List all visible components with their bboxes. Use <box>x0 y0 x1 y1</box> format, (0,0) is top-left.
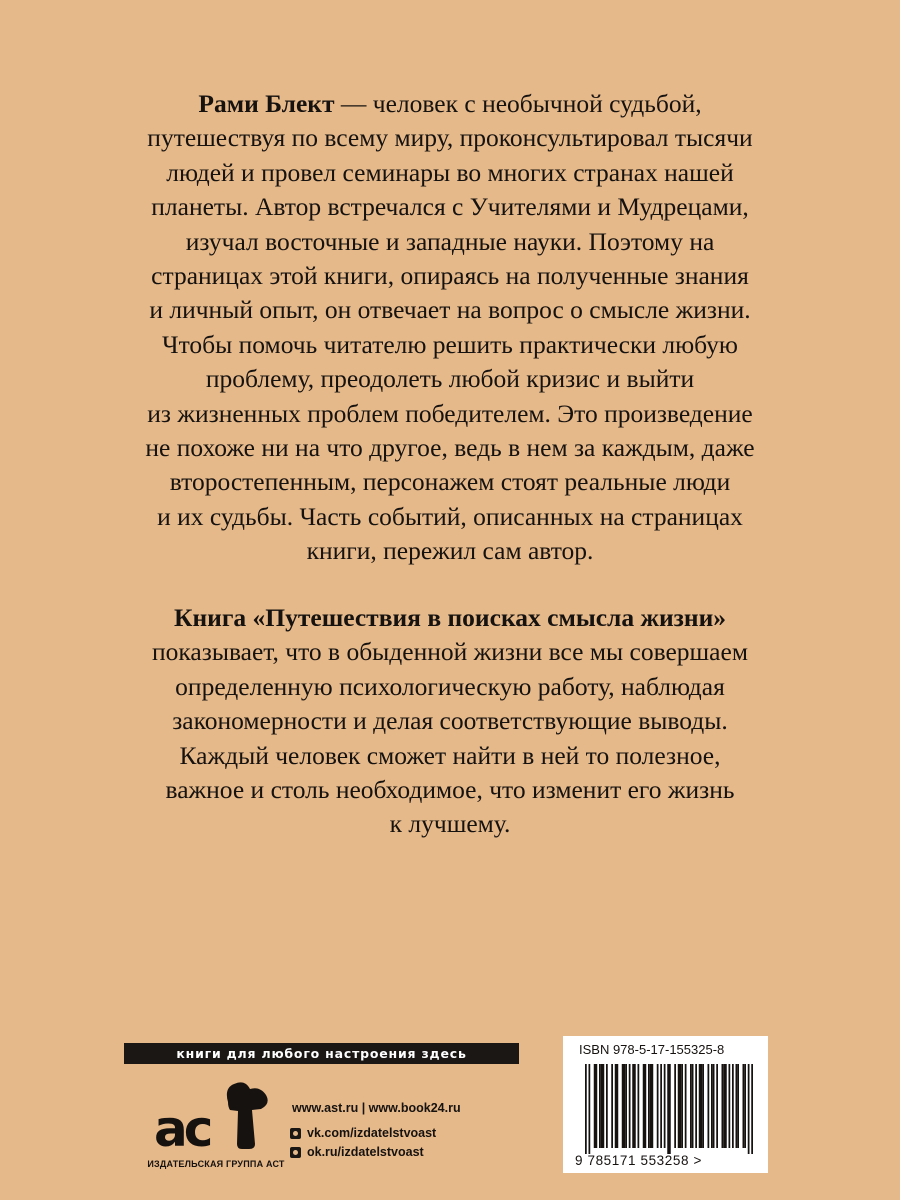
paragraph-1-line: и их судьбы. Часть событий, описанных на страницах <box>157 501 743 531</box>
logo-lettering: ac <box>154 1100 210 1151</box>
paragraph-1-line: путешествуя по всему миру, проконсультировал тысячи <box>147 123 753 153</box>
barcode-bar <box>617 1064 619 1148</box>
paragraph-1-line: второстепенным, персонажем стоят реальные люди <box>169 467 731 497</box>
logo-figure <box>227 1082 268 1149</box>
paragraph-2-line: показывает, что в обыденной жизни все мы совершаем <box>152 637 748 667</box>
paragraph-2-line: к лучшему. <box>389 809 511 839</box>
barcode-bar <box>606 1064 608 1148</box>
barcode-digits: 9 785171 553258 > <box>575 1153 702 1168</box>
isbn-number: ISBN 978-5-17-155325-8 <box>579 1042 725 1057</box>
barcode-bar <box>667 1064 669 1154</box>
barcode-bar <box>722 1064 724 1148</box>
paragraph-2-line: Каждый человек сможет найти в ней то полезное, <box>179 740 721 770</box>
barcode-bar <box>589 1064 591 1154</box>
barcode-bar <box>695 1064 697 1148</box>
paragraph-1-line: и личный опыт, он отвечает на вопрос о смысле жизни. <box>149 295 751 325</box>
barcode-bar <box>743 1064 745 1148</box>
barcode-bar <box>650 1064 652 1148</box>
barcode-bar <box>699 1064 701 1148</box>
ok-link[interactable] <box>290 1145 424 1159</box>
annotation-paragraph-1 <box>95 87 805 569</box>
barcode-bar <box>711 1064 713 1148</box>
vk-icon <box>290 1128 301 1139</box>
author-name: Рами Блект <box>198 89 335 118</box>
paragraph-1-line: Чтобы помочь читателю решить практически любую <box>162 329 738 359</box>
paragraph-2-line: определенную психологическую работу, наблюдая <box>175 671 725 701</box>
barcode-bar <box>751 1064 753 1154</box>
barcode-bar <box>645 1064 647 1148</box>
barcode-bar <box>723 1064 725 1148</box>
barcode-bar <box>629 1064 631 1148</box>
barcode-bar <box>585 1064 587 1154</box>
publisher-name: ИЗДАТЕЛЬСКАЯ ГРУППА АСТ <box>147 1159 285 1169</box>
ast-logo <box>148 1076 278 1151</box>
isbn-barcode-block <box>563 1036 768 1173</box>
vk-link[interactable] <box>290 1126 436 1140</box>
paragraph-1-line: людей и провел семинары во многих странах нашей <box>166 157 734 187</box>
barcode-bar <box>632 1064 634 1148</box>
barcode-bar <box>725 1064 727 1148</box>
paragraph-1-line: проблему, преодолеть любой кризис и выйти <box>205 364 695 394</box>
barcode-bar <box>625 1064 627 1148</box>
vk-link-text[interactable]: vk.com/izdatelstvoast <box>307 1126 437 1140</box>
barcode-bar <box>648 1064 650 1148</box>
barcode-bar <box>729 1064 731 1148</box>
barcode-bar <box>596 1064 598 1148</box>
barcode-bar <box>701 1064 703 1148</box>
barcode-bar <box>690 1064 692 1148</box>
barcode-bar <box>603 1064 605 1148</box>
annotation-paragraph-2 <box>95 601 805 842</box>
ok-icon <box>290 1147 301 1158</box>
paragraph-1-line: планеты. Автор встречался с Учителями и Мудрецами, <box>151 192 749 222</box>
barcode-bar <box>624 1064 626 1148</box>
barcode-bar <box>737 1064 739 1148</box>
barcode-bar <box>748 1064 750 1154</box>
barcode-bar <box>674 1064 676 1148</box>
barcode-bar <box>638 1064 640 1148</box>
website-links[interactable]: www.ast.ru | www.book24.ru <box>292 1101 461 1115</box>
barcode-bar <box>622 1064 624 1148</box>
barcode-bar <box>599 1064 601 1148</box>
barcode-bar <box>744 1064 746 1148</box>
barcode-bar <box>611 1064 613 1148</box>
barcode-bar <box>680 1064 682 1148</box>
barcode-bar <box>708 1064 710 1148</box>
barcode-bar <box>692 1064 694 1148</box>
barcode-bar <box>685 1064 687 1148</box>
ok-link-text[interactable]: ok.ru/izdatelstvoast <box>307 1145 424 1159</box>
paragraph-1-line: страницах этой книги, опираясь на полученные знания <box>151 261 749 291</box>
book-title-line: Книга «Путешествия в поисках смысла жизни» <box>173 603 727 632</box>
paragraph-1-line: не похоже ни на что другое, ведь в нем за каждым, даже <box>145 433 755 463</box>
barcode-bar <box>601 1064 603 1148</box>
barcode-bar <box>669 1064 671 1154</box>
barcode-bar <box>716 1064 718 1148</box>
barcode-bar <box>702 1064 704 1148</box>
barcode-bar <box>652 1064 654 1148</box>
barcode-bar <box>678 1064 680 1148</box>
barcode-bar <box>643 1064 645 1148</box>
barcode-bar <box>615 1064 617 1148</box>
barcode-bar <box>713 1064 715 1148</box>
barcode-bar <box>657 1064 659 1148</box>
paragraph-1-line: книги, пережил сам автор. <box>306 536 594 566</box>
barcode-bar <box>664 1064 666 1148</box>
paragraph-2-line: закономерности и делая соответствующие выводы. <box>172 706 728 736</box>
barcode-bar <box>732 1064 734 1148</box>
tagline-banner: книги для любого настроения здесь <box>124 1043 519 1064</box>
barcode-bar <box>660 1064 662 1148</box>
barcode-bar <box>634 1064 636 1148</box>
paragraph-1-line: изучал восточные и западные науки. Поэтому на <box>185 226 715 256</box>
barcode-bar <box>594 1064 596 1148</box>
barcode-bar <box>736 1064 738 1148</box>
paragraph-1-line-1: Рами Блект — человек с необычной судьбой, <box>198 89 702 118</box>
paragraph-1-line: из жизненных проблем победителем. Это произведение <box>147 398 753 428</box>
paragraph-2-line: важное и столь необходимое, что изменит его жизнь <box>165 775 735 805</box>
barcode-bar <box>681 1064 683 1148</box>
